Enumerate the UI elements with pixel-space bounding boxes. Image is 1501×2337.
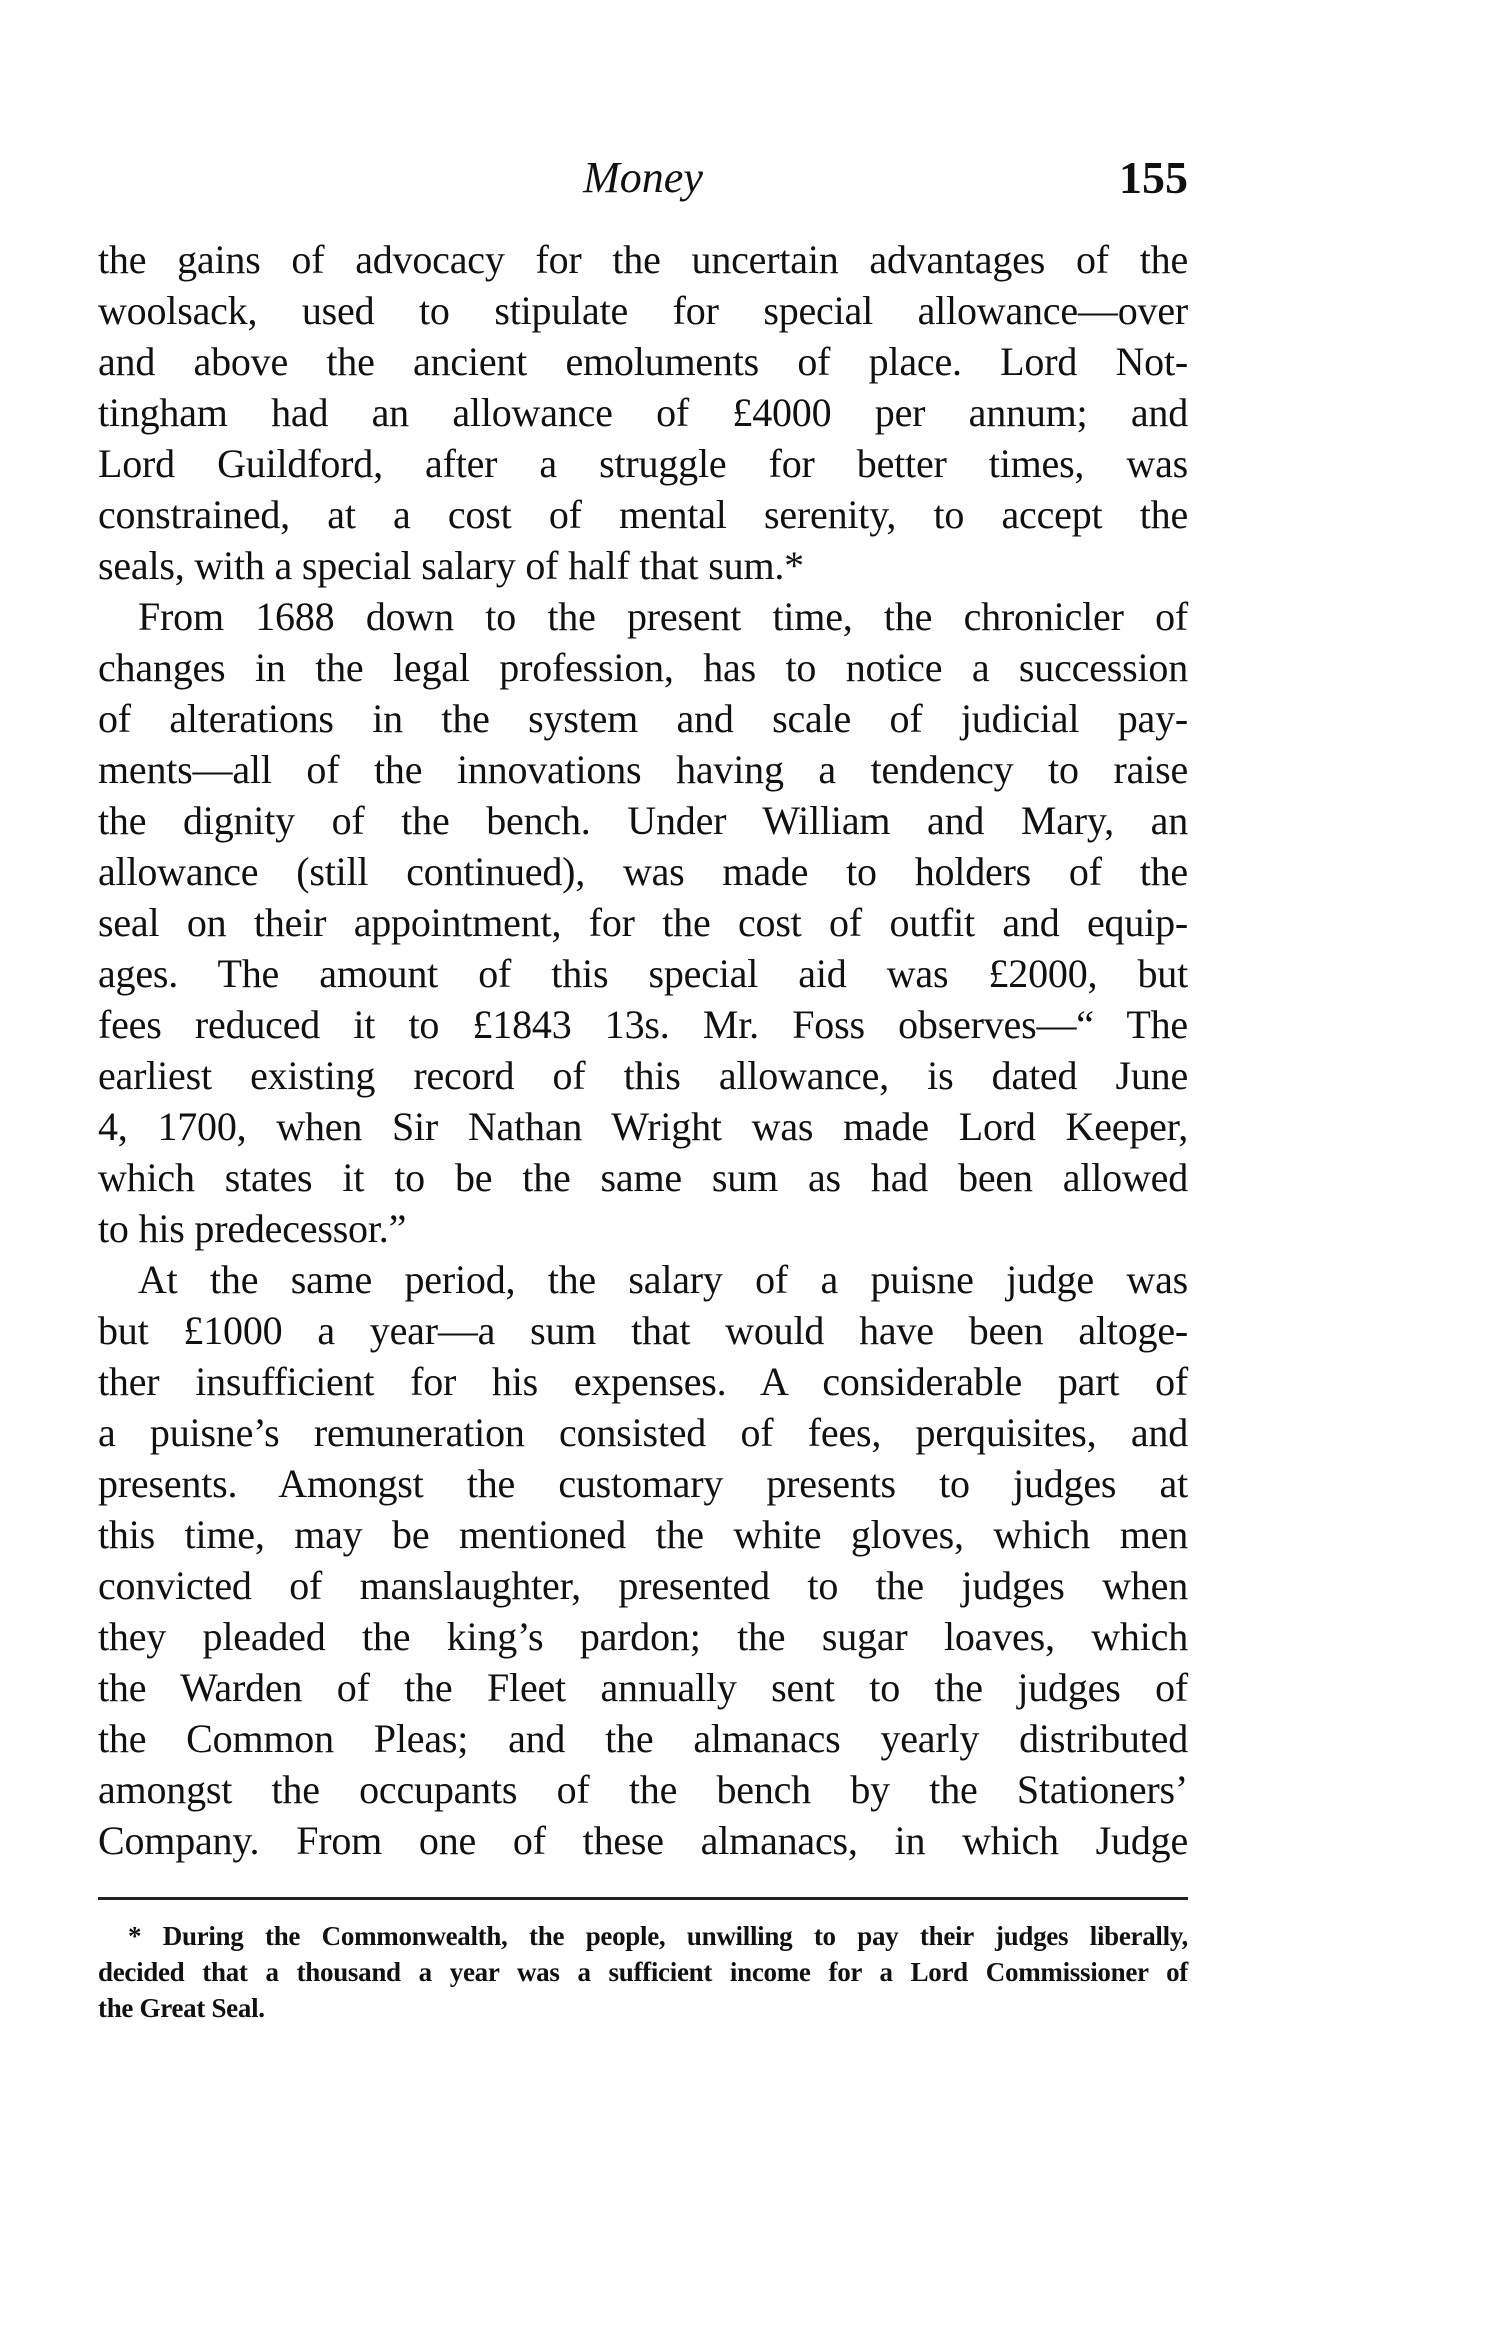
body-text bbox=[98, 234, 1188, 1866]
page-number: 155 bbox=[1119, 152, 1188, 203]
text-line: of alterations in the system and scale of judicial pay- bbox=[98, 696, 1188, 741]
text-line: seals, with a special salary of half that sum.* bbox=[98, 543, 804, 588]
text-line: Company. From one of these almanacs, in which Judge bbox=[98, 1818, 1188, 1863]
text-line: and above the ancient emoluments of place. Lord Not- bbox=[98, 339, 1188, 384]
footnote bbox=[98, 1918, 1188, 2026]
text-line: the Common Pleas; and the almanacs yearly distributed bbox=[98, 1716, 1188, 1761]
text-line: which states it to be the same sum as had been allowed bbox=[98, 1155, 1188, 1200]
text-line: this time, may be mentioned the white gloves, which men bbox=[98, 1512, 1188, 1557]
footnote-line: * During the Commonwealth, the people, unwilling to pay their judges liberally, bbox=[128, 1921, 1188, 1951]
text-line: tingham had an allowance of £4000 per annum; and bbox=[98, 390, 1188, 435]
text-line: earliest existing record of this allowance, is dated June bbox=[98, 1053, 1188, 1098]
text-line: presents. Amongst the customary presents to judges at bbox=[98, 1461, 1188, 1506]
footnote-line: the Great Seal. bbox=[98, 1993, 265, 2023]
text-line: Lord Guildford, after a struggle for better times, was bbox=[98, 441, 1188, 486]
text-line: they pleaded the king’s pardon; the sugar loaves, which bbox=[98, 1614, 1188, 1659]
text-line: the gains of advocacy for the uncertain advantages of the bbox=[98, 237, 1188, 282]
text-line: amongst the occupants of the bench by the Stationers’ bbox=[98, 1767, 1188, 1812]
text-line: At the same period, the salary of a puisne judge was bbox=[138, 1257, 1188, 1302]
text-line: ther insufficient for his expenses. A considerable part of bbox=[98, 1359, 1188, 1404]
text-line: From 1688 down to the present time, the chronicler of bbox=[138, 594, 1188, 639]
footnote-line: decided that a thousand a year was a sufficient income for a Lord Commissioner of bbox=[98, 1957, 1188, 1987]
text-line: woolsack, used to stipulate for special allowance—over bbox=[98, 288, 1188, 333]
running-title: Money bbox=[583, 153, 703, 202]
text-line: ages. The amount of this special aid was £2000, but bbox=[98, 951, 1188, 996]
footnote-divider bbox=[98, 1897, 1188, 1900]
text-line: allowance (still continued), was made to holders of the bbox=[98, 849, 1188, 894]
text-line: to his predecessor.” bbox=[98, 1206, 407, 1251]
text-line: fees reduced it to £1843 13s. Mr. Foss observes—“ The bbox=[98, 1002, 1188, 1047]
running-head bbox=[98, 148, 1188, 208]
text-line: changes in the legal profession, has to notice a succession bbox=[98, 645, 1188, 690]
text-line: convicted of manslaughter, presented to the judges when bbox=[98, 1563, 1188, 1608]
text-line: a puisne’s remuneration consisted of fees, perquisites, and bbox=[98, 1410, 1188, 1455]
text-line: seal on their appointment, for the cost of outfit and equip- bbox=[98, 900, 1188, 945]
text-line: but £1000 a year—a sum that would have been altoge- bbox=[98, 1308, 1188, 1353]
text-line: the Warden of the Fleet annually sent to the judges of bbox=[98, 1665, 1188, 1710]
text-line: ments—all of the innovations having a tendency to raise bbox=[98, 747, 1188, 792]
text-line: the dignity of the bench. Under William and Mary, an bbox=[98, 798, 1188, 843]
text-line: constrained, at a cost of mental serenity, to accept the bbox=[98, 492, 1188, 537]
text-line: 4, 1700, when Sir Nathan Wright was made Lord Keeper, bbox=[98, 1104, 1188, 1149]
